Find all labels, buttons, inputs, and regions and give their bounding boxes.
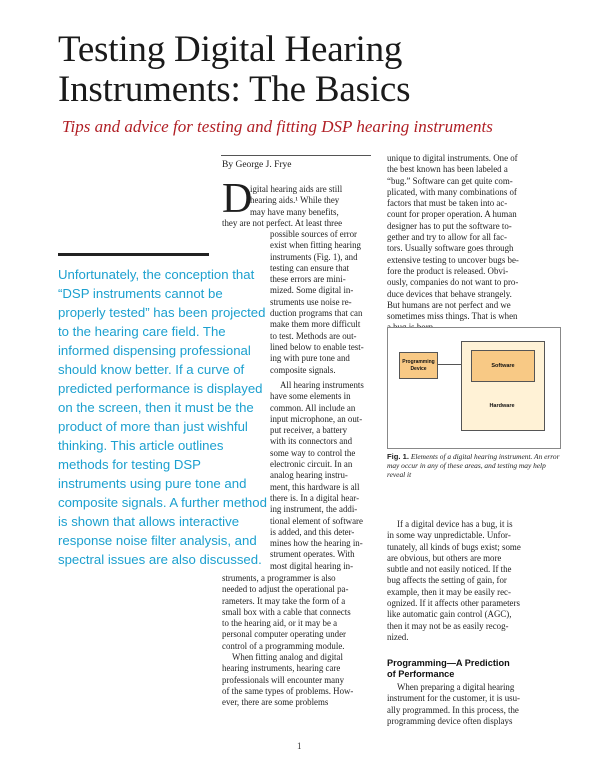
- software-box: Software: [471, 350, 535, 382]
- text-line: there is. In a digital hear-: [270, 492, 360, 503]
- text-line: extensive testing to uncover bugs be-: [387, 254, 519, 265]
- text-line: designer has to put the software to-: [387, 220, 512, 231]
- text-line: hearing aids.¹ While they: [250, 195, 340, 206]
- hardware-label: Hardware: [489, 403, 515, 409]
- text-line: ever, there are some problems: [222, 697, 329, 708]
- text-line: igital hearing aids are still: [250, 184, 343, 194]
- text-line: may have many benefits,: [250, 206, 339, 217]
- text-line: tunately, all kinds of bugs exist; some: [387, 541, 521, 552]
- text-line: to test. Methods are out-: [270, 330, 357, 341]
- text-line: electronic circuit. In an: [270, 459, 353, 470]
- text-line: count for proper operation. A human: [387, 209, 517, 220]
- text-line: to the hearing aid, or it may be a: [222, 618, 338, 629]
- col1-narrow-para2: [270, 380, 378, 572]
- col2-para1: [387, 153, 565, 334]
- text-line: fore the product is released. Obvi-: [387, 265, 509, 276]
- drop-cap: D: [222, 176, 253, 222]
- text-line: instrument for the customer, it is usu-: [387, 693, 520, 704]
- text-line: mized. Some digital in-: [270, 285, 354, 296]
- text-line: ing instrument, the addi-: [270, 504, 358, 515]
- text-line: bug affects the setting of gain, for: [387, 575, 507, 586]
- text-line: When fitting analog and digital: [232, 652, 343, 663]
- text-line: control of a programming module.: [222, 640, 345, 651]
- text-line: these errors are mini-: [270, 274, 346, 285]
- text-line: struments use noise re-: [270, 296, 352, 307]
- text-line: strument operates. With: [270, 549, 355, 560]
- figure-caption: [387, 452, 565, 480]
- text-line: then it may not be as easily recog-: [387, 620, 509, 631]
- text-line: common. All include an: [270, 402, 356, 413]
- text-line: struments, a programmer is also: [222, 573, 336, 583]
- text-line: small box with a cable that connects: [222, 606, 351, 617]
- text-line: sometimes miss things. That is when: [387, 311, 518, 322]
- text-line: exist when fitting hearing: [270, 240, 361, 251]
- text-line: “bug.” Software can get quite com-: [387, 175, 513, 186]
- byline-rule: [221, 155, 371, 156]
- title-line-2: Instruments: The Basics: [58, 69, 411, 110]
- text-line: rameters. It may take the form of a: [222, 595, 346, 606]
- text-line: plicated, with many combinations of: [387, 186, 517, 197]
- section-heading: [387, 658, 567, 680]
- text-line: duce devices that behave strangely.: [387, 288, 512, 299]
- text-line: When preparing a digital hearing: [397, 682, 515, 692]
- text-line: subtle and not easily noticed. If the: [387, 564, 512, 575]
- col2-para3: [387, 682, 565, 727]
- section-heading-line-2: of Performance: [387, 669, 455, 679]
- text-line: lined below to enable test-: [270, 341, 364, 352]
- article-subtitle: Tips and advice for testing and fitting DSP hearing instruments: [62, 117, 493, 136]
- text-line: they are not perfect. At least three: [222, 218, 343, 228]
- col1-intro: [250, 184, 376, 218]
- byline: By George J. Frye: [222, 160, 292, 170]
- col1-intro-last: [222, 218, 378, 229]
- text-line: nized.: [387, 631, 409, 642]
- text-line: gether and try to allow for all fac-: [387, 232, 508, 243]
- text-line: with its connectors and: [270, 436, 353, 447]
- text-line: duction programs that can: [270, 308, 363, 319]
- text-line: personal computer operating under: [222, 629, 346, 640]
- text-line: But humans are not perfect and we: [387, 299, 511, 310]
- caption-label: Fig. 1.: [387, 452, 409, 461]
- title-line-1: Testing Digital Hearing: [58, 29, 403, 70]
- text-line: unique to digital instruments. One of: [387, 153, 518, 163]
- text-line: If a digital device has a bug, it is: [397, 519, 513, 529]
- text-line: make them more difficult: [270, 319, 361, 330]
- col2-para2: [387, 519, 565, 643]
- text-line: ally programmed. In this process, the: [387, 704, 519, 715]
- text-line: is added, and this deter-: [270, 526, 355, 537]
- col1-narrow-para1: [270, 229, 378, 376]
- text-line: ing with pure tone and: [270, 353, 350, 364]
- text-line: like automatic gain control (AGC),: [387, 609, 512, 620]
- col1-wide: [222, 573, 378, 709]
- text-line: All hearing instruments: [280, 380, 364, 390]
- pullquote-rule: [58, 253, 209, 256]
- pullquote: Unfortunately, the conception that “DSP instruments cannot be properly tested” has been projected to the hearing care field. The informed dispensing professional should know better. If a curve of predicted performance is displayed on the screen, then it must be the product of more than just wishful thinking. This article outlines methods for testing DSP instruments using pure tone and composite signals. A further method is shown that allows interactive response noise filter analysis, and spectral issues are also discussed.: [58, 267, 267, 567]
- text-line: testing can ensure that: [270, 262, 350, 273]
- text-line: composite signals.: [270, 364, 336, 375]
- text-line: hearing instruments, hearing care: [222, 663, 341, 674]
- section-heading-line-1: Programming—A Prediction: [387, 658, 510, 668]
- text-line: of the same types of problems. How-: [222, 685, 354, 696]
- text-line: are obvious, but others are more: [387, 552, 502, 563]
- text-line: ment, this hardware is all: [270, 481, 360, 492]
- article-title: [58, 30, 558, 110]
- text-line: possible sources of error: [270, 229, 357, 239]
- text-line: programming device often displays: [387, 715, 513, 726]
- text-line: mines how the hearing in-: [270, 538, 363, 549]
- text-line: example, then it may be easily rec-: [387, 586, 511, 597]
- text-line: the best known has been labeled a: [387, 164, 508, 175]
- text-line: ognized. If it affects other parameters: [387, 598, 520, 609]
- caption-text: Elements of a digital hearing instrument. An error may occur in any of these areas, and testing may help reveal it: [387, 452, 560, 480]
- text-line: some way to control the: [270, 447, 356, 458]
- connector-line: [436, 364, 461, 365]
- figure-1-diagram: [387, 327, 561, 449]
- text-line: professionals will encounter many: [222, 674, 345, 685]
- text-line: ously, companies do not want to pro-: [387, 277, 519, 288]
- programming-device-box: Programming Device: [399, 352, 438, 379]
- page-number: 1: [297, 741, 302, 751]
- text-line: most digital hearing in-: [270, 560, 354, 571]
- text-line: factors that must be taken into ac-: [387, 198, 508, 209]
- text-line: in some way unpredictable. Unfor-: [387, 530, 511, 541]
- text-line: analog hearing instru-: [270, 470, 348, 481]
- text-line: instruments (Fig. 1), and: [270, 251, 358, 262]
- text-line: input microphone, an out-: [270, 413, 363, 424]
- text-line: needed to adjust the operational pa-: [222, 584, 349, 595]
- text-line: have some elements in: [270, 391, 351, 402]
- text-line: tional element of software: [270, 515, 363, 526]
- text-line: tors. Usually software goes through: [387, 243, 514, 254]
- text-line: put receiver, a battery: [270, 425, 348, 436]
